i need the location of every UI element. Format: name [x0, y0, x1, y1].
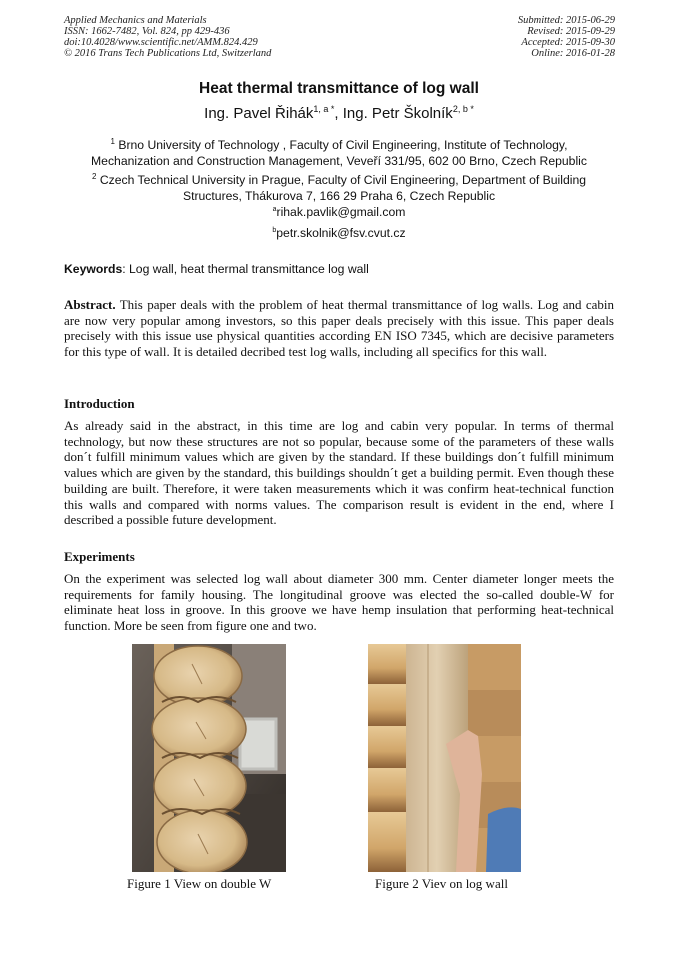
- email-1: [0, 205, 678, 219]
- abstract-label: Abstract.: [64, 297, 116, 312]
- keywords-text: : Log wall, heat thermal transmittance log wall: [122, 262, 369, 276]
- paper-title: Heat thermal transmittance of log wall: [199, 80, 479, 97]
- affiliation-2: [60, 169, 618, 204]
- abstract: [64, 297, 614, 360]
- date-online: Online: 2016-01-28: [531, 48, 615, 59]
- email-2-address[interactable]: petr.skolnik@fsv.cvut.cz: [276, 226, 406, 240]
- figure-2-image: [368, 644, 521, 872]
- affiliation-1: [60, 134, 618, 169]
- date-submitted: Submitted: 2015-06-29: [517, 15, 615, 26]
- email-2: [0, 226, 678, 240]
- figure-2-logs: [368, 644, 408, 872]
- journal-header-right: [518, 15, 615, 59]
- affiliation-1-sup: 1: [110, 137, 115, 146]
- affiliation-1-line2: Mechanization and Construction Management, Veveří 331/95, 602 00 Brno, Czech Republic: [91, 154, 587, 169]
- figure-1-image: [132, 644, 286, 872]
- journal-name: Applied Mechanics and Materials: [64, 15, 207, 26]
- journal-copyright: © 2016 Trans Tech Publications Ltd, Switzerland: [64, 48, 272, 59]
- author-1-name: Ing. Pavel Řihák: [204, 105, 314, 122]
- introduction-text: As already said in the abstract, in this time are log and cabin very popular. In terms of thermal technology, but now these structures are not so popular, because some of the parameters of these walls don´t fulfill minimum values which are given by the standard. If these buildings don´t fulfill minimum values which are given by the standard, this buildings shouldn´t get a building permit. Even though these building are built. Therefore, it were taken measurements which it was confirm heat-technical function this walls and compared with norms values. The comparison result is evident in the end, where I described a possible future development.: [64, 418, 614, 528]
- figure-1-photo: [132, 644, 286, 872]
- figure-2-photo: [368, 644, 521, 872]
- introduction-heading: Introduction: [64, 396, 135, 411]
- affiliation-2-line1: Czech Technical University in Prague, Faculty of Civil Engineering, Department of Building: [99, 173, 586, 188]
- author-2-sup: 2, b *: [452, 104, 474, 114]
- author-1-sup: 1, a *: [313, 104, 335, 114]
- keywords: [64, 262, 369, 276]
- author-2-name: Ing. Petr Školník: [342, 105, 453, 122]
- journal-header-left: [64, 15, 271, 59]
- affiliation-2-line2: Structures, Thákurova 7, 166 29 Praha 6, Czech Republic: [182, 189, 496, 204]
- author-line: [0, 104, 678, 122]
- email-2-sup: b: [272, 226, 277, 234]
- affiliation-2-sup: 2: [92, 172, 97, 181]
- email-1-address[interactable]: rihak.pavlik@gmail.com: [276, 205, 406, 219]
- author-separator: ,: [334, 105, 343, 122]
- journal-doi: doi:10.4028/www.scientific.net/AMM.824.429: [64, 37, 258, 48]
- journal-issn: ISSN: 1662-7482, Vol. 824, pp 429-436: [64, 26, 230, 37]
- experiments-text: On the experiment was selected log wall about diameter 300 mm. Center diameter longer meets the requirements for family housing. The longitudinal groove was elected the so-called double-W for eliminate heat loss in groove. In this groove we have hemp insulation that performing heat-technical function. More be seen from figure one and two.: [64, 571, 614, 634]
- figure-2-caption: Figure 2 Viev on log wall: [375, 876, 508, 891]
- affiliation-1-line1: Brno University of Technology , Faculty of Civil Engineering, Institute of Technology,: [118, 138, 568, 153]
- abstract-text: This paper deals with the problem of heat thermal transmittance of log walls. Log and cabin are now very popular among investors, so this paper deals precisely with this issue. This paper deals precisely with this issue use physical quantities according EN ISO 7345, which are decisive parameters for this type of wall. It is detailed decribed test log walls, including all specifics for this wall.: [64, 297, 614, 360]
- date-revised: Revised: 2015-09-29: [527, 26, 615, 37]
- date-accepted: Accepted: 2015-09-30: [521, 37, 615, 48]
- keywords-label: Keywords: [64, 262, 123, 276]
- email-1-sup: a: [272, 205, 277, 213]
- figure-1-caption: Figure 1 View on double W: [127, 876, 272, 891]
- experiments-heading: Experiments: [64, 549, 135, 564]
